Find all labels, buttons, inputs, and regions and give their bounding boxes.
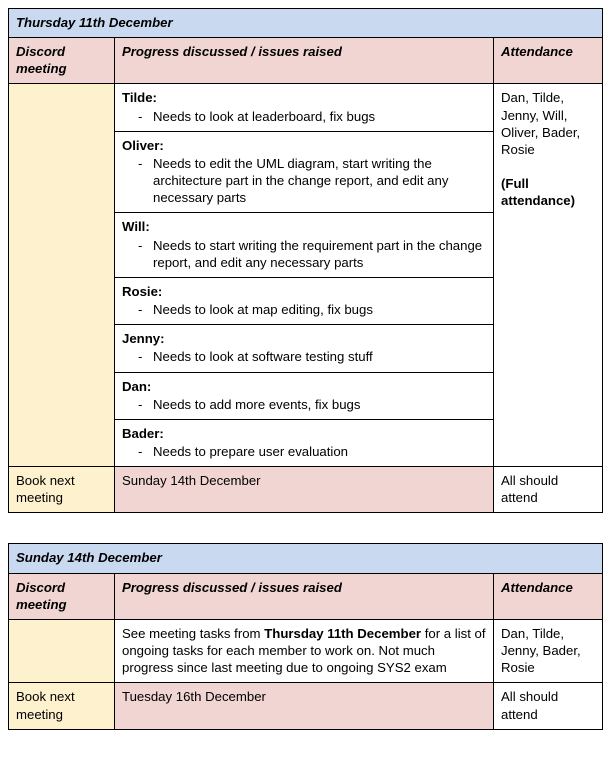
meeting-table-sunday-14-december: [8, 543, 603, 729]
column-header-row: [9, 573, 603, 619]
task-description: Needs to add more events, fix bugs: [153, 396, 361, 412]
column-header-row: [9, 38, 603, 84]
attendance-note: (Full attendance): [501, 176, 576, 209]
task-member-name: Will:: [122, 219, 150, 235]
book-next-meeting-attendance: All should attend: [494, 683, 603, 729]
task-bullet-line: [122, 348, 486, 365]
task-bullet-line: [122, 396, 486, 413]
task-description: Needs to look at software testing stuff: [153, 349, 373, 365]
attendance-cell: [494, 619, 603, 682]
discord-meeting-blank-cell: [9, 619, 115, 682]
meeting-date-banner: Sunday 14th December: [9, 544, 603, 573]
book-next-meeting-attendance: All should attend: [494, 467, 603, 513]
attendance-spacer: [501, 158, 595, 175]
book-next-meeting-date: Sunday 14th December: [115, 467, 494, 513]
task-description: Needs to look at map editing, fix bugs: [153, 302, 373, 318]
task-dash: -: [138, 396, 143, 412]
book-next-meeting-row: [9, 467, 603, 513]
column-header-attendance: Attendance: [494, 573, 603, 619]
summary-row: [9, 619, 603, 682]
task-member-name: Oliver:: [122, 137, 164, 153]
task-bullet-line: [122, 301, 486, 318]
task-dash: -: [138, 155, 143, 171]
task-description: Needs to look at leaderboard, fix bugs: [153, 108, 376, 124]
task-bullet-line: [122, 108, 486, 125]
task-description: Needs to edit the UML diagram, start writing the architecture part in the change report, and edit any necessary parts: [153, 155, 449, 206]
task-member-name: Rosie:: [122, 283, 163, 299]
task-cell-will: [115, 213, 494, 277]
attendance-names: Dan, Tilde, Jenny, Will, Oliver, Bader, Rosie: [501, 90, 581, 157]
task-dash: -: [138, 237, 143, 253]
table-separator: [8, 513, 602, 543]
task-bullet-line: [122, 237, 486, 271]
task-member-name: Dan:: [122, 378, 152, 394]
task-cell-jenny: [115, 325, 494, 372]
book-next-meeting-label: Book next meeting: [9, 683, 115, 729]
meeting-date-banner: Thursday 11th December: [9, 9, 603, 38]
task-dash: -: [138, 108, 143, 124]
task-row: [9, 84, 603, 131]
column-header-progress: Progress discussed / issues raised: [115, 573, 494, 619]
task-description: Needs to start writing the requirement part in the change report, and edit any necessary parts: [153, 237, 483, 270]
task-cell-rosie: [115, 277, 494, 324]
attendance-cell: [494, 84, 603, 467]
date-banner-row: [9, 9, 603, 38]
task-dash: -: [138, 349, 143, 365]
column-header-discord-meeting: Discord meeting: [9, 38, 115, 84]
task-member-name: Jenny:: [122, 331, 165, 347]
summary-text-emphasis: Thursday 11th December: [264, 625, 422, 641]
task-bullet-line: [122, 155, 486, 206]
discord-meeting-blank-cell: [9, 84, 115, 467]
column-header-attendance: Attendance: [494, 38, 603, 84]
column-header-progress: Progress discussed / issues raised: [115, 38, 494, 84]
task-bullet-line: [122, 443, 486, 460]
column-header-discord-meeting: Discord meeting: [9, 573, 115, 619]
task-cell-oliver: [115, 131, 494, 213]
summary-text-after: for a list of ongoing tasks for each member to work on. Not much progress since last meeting due to ongoing SYS2 exam: [122, 625, 486, 676]
attendance-names: Dan, Tilde, Jenny, Bader, Rosie: [501, 625, 581, 676]
book-next-meeting-date: Tuesday 16th December: [115, 683, 494, 729]
meeting-table-thursday-11-december: [8, 8, 603, 513]
summary-text-before: See meeting tasks from: [122, 625, 265, 641]
task-dash: -: [138, 302, 143, 318]
date-banner-row: [9, 544, 603, 573]
meeting-summary-cell: [115, 619, 494, 682]
book-next-meeting-label: Book next meeting: [9, 467, 115, 513]
task-description: Needs to prepare user evaluation: [153, 443, 349, 459]
task-cell-bader: [115, 419, 494, 466]
task-dash: -: [138, 443, 143, 459]
task-cell-tilde: [115, 84, 494, 131]
book-next-meeting-row: [9, 683, 603, 729]
task-cell-dan: [115, 372, 494, 419]
task-member-name: Tilde:: [122, 90, 157, 106]
task-member-name: Bader:: [122, 425, 164, 441]
